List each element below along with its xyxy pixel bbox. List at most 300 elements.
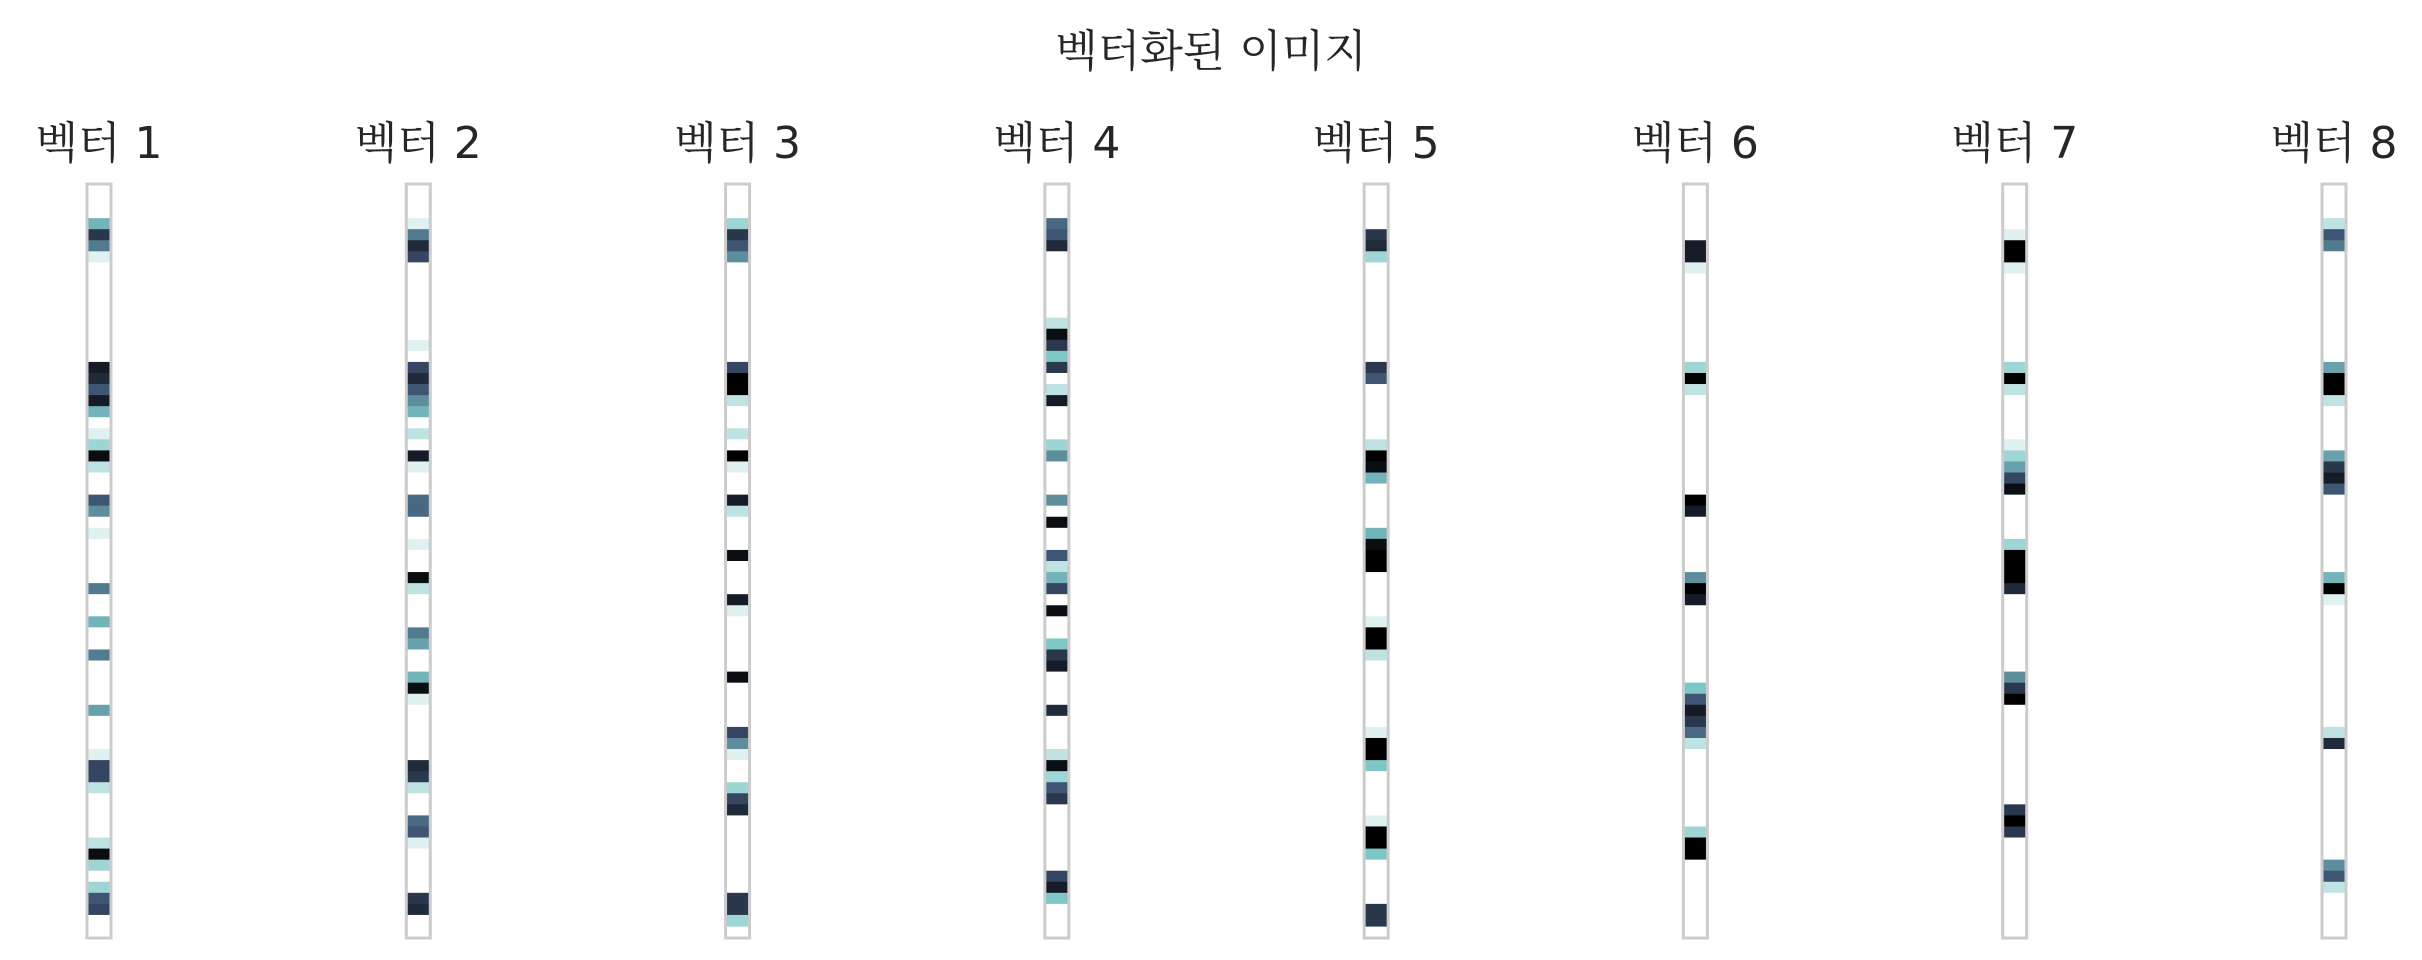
vector-1-cell-20 (87, 417, 111, 429)
vector-7-cell-12 (2003, 329, 2027, 341)
vector-3-cell-10 (726, 307, 750, 319)
vector-4-cell-25 (1045, 473, 1069, 485)
vector-1-cell-23 (87, 450, 111, 462)
vector-3-cell-42 (726, 661, 750, 673)
vector-3-cell-32 (726, 550, 750, 562)
vector-3-cell-13 (726, 340, 750, 352)
vector-1-cell-58 (87, 838, 111, 850)
vector-4-cell-42 (1045, 661, 1069, 673)
vector-3-cell-48 (726, 727, 750, 739)
vector-3-cell-58 (726, 838, 750, 850)
vector-8-cell-56 (2322, 815, 2346, 827)
vector-6-cell-37 (1683, 605, 1707, 617)
vector-4-cell-27 (1045, 495, 1069, 507)
vector-4-cell-40 (1045, 638, 1069, 650)
vector-3-cell-62 (726, 882, 750, 894)
vector-6-cell-4 (1683, 240, 1707, 252)
vector-8-cell-47 (2322, 716, 2346, 728)
vector-7-cell-34 (2003, 572, 2027, 584)
vector-6-cell-30 (1683, 528, 1707, 540)
vector-1-cell-31 (87, 539, 111, 551)
vector-3-cell-64 (726, 904, 750, 916)
vector-3-cell-60 (726, 860, 750, 872)
vector-1-cell-0 (87, 196, 111, 208)
vector-4-cell-0 (1045, 196, 1069, 208)
vector-7-cell-41 (2003, 649, 2027, 661)
vector-1-cell-62 (87, 882, 111, 894)
vector-8-cell-10 (2322, 307, 2346, 319)
vector-8-cell-41 (2322, 649, 2346, 661)
vector-1-cell-26 (87, 484, 111, 496)
vector-1-cell-55 (87, 804, 111, 816)
vector-5-cell-40 (1364, 638, 1388, 650)
vector-3-cell-38 (726, 616, 750, 628)
vector-5-cell-41 (1364, 649, 1388, 661)
vector-4-cell-24 (1045, 461, 1069, 473)
vector-8-cell-13 (2322, 340, 2346, 352)
vector-title-2: 벡터 2 (354, 118, 482, 169)
vector-6-cell-44 (1683, 683, 1707, 695)
vector-1-cell-19 (87, 406, 111, 418)
vector-4-cell-23 (1045, 450, 1069, 462)
vector-7-cell-33 (2003, 561, 2027, 573)
vector-1-cell-39 (87, 627, 111, 639)
vector-3-cell-12 (726, 329, 750, 341)
vector-5-cell-50 (1364, 749, 1388, 761)
vector-3-cell-59 (726, 849, 750, 861)
figure-title: 벡터화된 이미지 (1055, 26, 1367, 77)
vector-4-cell-26 (1045, 484, 1069, 496)
vector-6-cell-36 (1683, 594, 1707, 606)
vector-2-cell-31 (406, 539, 430, 551)
vector-3-cell-21 (726, 428, 750, 440)
vector-2-cell-4 (406, 240, 430, 252)
vector-4-cell-35 (1045, 583, 1069, 595)
vector-5-cell-12 (1364, 329, 1388, 341)
vector-2-cell-2 (406, 218, 430, 230)
vector-3-cell-3 (726, 229, 750, 241)
vector-1-cell-25 (87, 473, 111, 485)
vector-8-cell-28 (2322, 506, 2346, 518)
vector-1-cell-8 (87, 284, 111, 296)
vector-8-cell-59 (2322, 849, 2346, 861)
vector-2-cell-20 (406, 417, 430, 429)
vector-5-cell-65 (1364, 915, 1388, 927)
vector-2-cell-48 (406, 727, 430, 739)
vector-1-cell-43 (87, 672, 111, 684)
vector-7-cell-10 (2003, 307, 2027, 319)
vector-5-cell-47 (1364, 716, 1388, 728)
vector-5-cell-56 (1364, 815, 1388, 827)
vector-3-cell-8 (726, 284, 750, 296)
vector-6-cell-5 (1683, 251, 1707, 263)
vector-7-cell-44 (2003, 683, 2027, 695)
vector-6-cell-31 (1683, 539, 1707, 551)
vector-2-cell-29 (406, 517, 430, 529)
vector-7-cell-48 (2003, 727, 2027, 739)
vector-8-cell-48 (2322, 727, 2346, 739)
vector-1-cell-21 (87, 428, 111, 440)
vector-1-cell-38 (87, 616, 111, 628)
vector-5-cell-42 (1364, 661, 1388, 673)
vector-7-cell-22 (2003, 439, 2027, 451)
vector-4-cell-1 (1045, 207, 1069, 219)
vector-1-cell-6 (87, 262, 111, 274)
vector-7-cell-45 (2003, 694, 2027, 706)
vector-3-cell-56 (726, 815, 750, 827)
vector-7-cell-6 (2003, 262, 2027, 274)
vector-6-cell-29 (1683, 517, 1707, 529)
vector-5-cell-26 (1364, 484, 1388, 496)
vector-2-cell-17 (406, 384, 430, 396)
vector-1-cell-61 (87, 871, 111, 883)
vector-3-cell-49 (726, 738, 750, 750)
vector-5-cell-53 (1364, 782, 1388, 794)
vector-7-cell-63 (2003, 893, 2027, 905)
vector-4-cell-37 (1045, 605, 1069, 617)
vector-5-cell-36 (1364, 594, 1388, 606)
vector-4-cell-19 (1045, 406, 1069, 418)
vector-4-cell-5 (1045, 251, 1069, 263)
vector-4-cell-53 (1045, 782, 1069, 794)
vector-1-cell-30 (87, 528, 111, 540)
vector-8-cell-5 (2322, 251, 2346, 263)
vector-1-cell-14 (87, 351, 111, 363)
vector-7-cell-59 (2003, 849, 2027, 861)
vector-2-cell-7 (406, 273, 430, 285)
vector-2-cell-39 (406, 627, 430, 639)
vector-5-cell-13 (1364, 340, 1388, 352)
vector-7-cell-11 (2003, 318, 2027, 330)
vector-1-cell-50 (87, 749, 111, 761)
vector-2-cell-5 (406, 251, 430, 263)
vector-8-cell-15 (2322, 362, 2346, 374)
vector-1-cell-42 (87, 661, 111, 673)
vector-7-cell-23 (2003, 450, 2027, 462)
vector-6-cell-57 (1683, 826, 1707, 838)
vector-7-cell-27 (2003, 495, 2027, 507)
vector-1-cell-10 (87, 307, 111, 319)
vector-8-cell-21 (2322, 428, 2346, 440)
vector-4-cell-30 (1045, 528, 1069, 540)
vector-7-cell-14 (2003, 351, 2027, 363)
vector-6-cell-7 (1683, 273, 1707, 285)
vector-2-cell-62 (406, 882, 430, 894)
vector-4-cell-28 (1045, 506, 1069, 518)
vector-6-cell-27 (1683, 495, 1707, 507)
vector-1-cell-33 (87, 561, 111, 573)
vector-4-cell-2 (1045, 218, 1069, 230)
vector-4-cell-14 (1045, 351, 1069, 363)
vector-2-cell-58 (406, 838, 430, 850)
vector-7-cell-53 (2003, 782, 2027, 794)
vector-6-cell-32 (1683, 550, 1707, 562)
vector-2-cell-56 (406, 815, 430, 827)
vector-6-cell-63 (1683, 893, 1707, 905)
vector-7-cell-43 (2003, 672, 2027, 684)
vector-6-cell-55 (1683, 804, 1707, 816)
vector-3-cell-65 (726, 915, 750, 927)
vector-4-cell-57 (1045, 826, 1069, 838)
vector-6-cell-59 (1683, 849, 1707, 861)
vector-8-cell-2 (2322, 218, 2346, 230)
vector-4-cell-65 (1045, 915, 1069, 927)
vector-3-cell-6 (726, 262, 750, 274)
vector-8-cell-58 (2322, 838, 2346, 850)
vector-6-cell-43 (1683, 672, 1707, 684)
vector-7-cell-16 (2003, 373, 2027, 385)
vector-8-cell-23 (2322, 450, 2346, 462)
vector-4-cell-33 (1045, 561, 1069, 573)
vector-3-cell-14 (726, 351, 750, 363)
vector-4-cell-36 (1045, 594, 1069, 606)
vector-3-cell-34 (726, 572, 750, 584)
vector-6-cell-2 (1683, 218, 1707, 230)
vector-4-cell-59 (1045, 849, 1069, 861)
vector-6-cell-52 (1683, 771, 1707, 783)
vector-2-cell-18 (406, 395, 430, 407)
vector-6-cell-12 (1683, 329, 1707, 341)
vector-7-cell-47 (2003, 716, 2027, 728)
vector-4-cell-52 (1045, 771, 1069, 783)
vector-5-cell-17 (1364, 384, 1388, 396)
vector-2-cell-6 (406, 262, 430, 274)
vector-8-cell-46 (2322, 705, 2346, 717)
vector-1-cell-44 (87, 683, 111, 695)
vector-7-cell-55 (2003, 804, 2027, 816)
vector-1-cell-56 (87, 815, 111, 827)
vector-3-cell-39 (726, 627, 750, 639)
vector-3-cell-23 (726, 450, 750, 462)
vector-2-cell-14 (406, 351, 430, 363)
vector-2-cell-44 (406, 683, 430, 695)
vector-4-cell-55 (1045, 804, 1069, 816)
vector-7-cell-56 (2003, 815, 2027, 827)
vector-4-cell-62 (1045, 882, 1069, 894)
vector-2-cell-11 (406, 318, 430, 330)
vector-3-cell-7 (726, 273, 750, 285)
vector-8-cell-39 (2322, 627, 2346, 639)
vector-3-cell-19 (726, 406, 750, 418)
vector-1-cell-28 (87, 506, 111, 518)
vector-3-cell-25 (726, 473, 750, 485)
vector-5-cell-15 (1364, 362, 1388, 374)
vector-3-cell-5 (726, 251, 750, 263)
vector-6-cell-38 (1683, 616, 1707, 628)
vector-8-cell-26 (2322, 484, 2346, 496)
vector-6-cell-33 (1683, 561, 1707, 573)
vector-4-cell-29 (1045, 517, 1069, 529)
vector-6-cell-51 (1683, 760, 1707, 772)
vector-1-cell-13 (87, 340, 111, 352)
vector-4-cell-6 (1045, 262, 1069, 274)
vector-6-cell-19 (1683, 406, 1707, 418)
vector-4-cell-20 (1045, 417, 1069, 429)
vector-3-cell-18 (726, 395, 750, 407)
vector-8-cell-64 (2322, 904, 2346, 916)
vector-1-cell-51 (87, 760, 111, 772)
vector-7-cell-24 (2003, 461, 2027, 473)
vector-3-cell-40 (726, 638, 750, 650)
vector-5-cell-32 (1364, 550, 1388, 562)
vector-7-cell-40 (2003, 638, 2027, 650)
vector-4-cell-39 (1045, 627, 1069, 639)
vector-4-cell-22 (1045, 439, 1069, 451)
vector-7-cell-5 (2003, 251, 2027, 263)
vector-5-cell-10 (1364, 307, 1388, 319)
vector-6-cell-58 (1683, 838, 1707, 850)
vector-7-cell-20 (2003, 417, 2027, 429)
vector-1-cell-1 (87, 207, 111, 219)
vector-3-cell-52 (726, 771, 750, 783)
vector-4-cell-34 (1045, 572, 1069, 584)
vector-5-cell-52 (1364, 771, 1388, 783)
vector-5-cell-23 (1364, 450, 1388, 462)
vector-1-cell-64 (87, 904, 111, 916)
vector-5-cell-25 (1364, 473, 1388, 485)
vector-1-cell-57 (87, 826, 111, 838)
vector-6-cell-1 (1683, 207, 1707, 219)
vector-6-cell-22 (1683, 439, 1707, 451)
vector-3-cell-4 (726, 240, 750, 252)
vector-8-cell-51 (2322, 760, 2346, 772)
vector-7-cell-29 (2003, 517, 2027, 529)
vector-7-cell-19 (2003, 406, 2027, 418)
vector-7-cell-50 (2003, 749, 2027, 761)
vector-title-4: 벡터 4 (993, 118, 1121, 169)
vector-1-cell-60 (87, 860, 111, 872)
vector-1-cell-45 (87, 694, 111, 706)
vector-5-cell-28 (1364, 506, 1388, 518)
vector-5-cell-51 (1364, 760, 1388, 772)
vector-3-cell-46 (726, 705, 750, 717)
vector-3-cell-2 (726, 218, 750, 230)
vector-title-3: 벡터 3 (674, 118, 802, 169)
vector-7-cell-28 (2003, 506, 2027, 518)
vector-1-cell-36 (87, 594, 111, 606)
vector-2-cell-21 (406, 428, 430, 440)
vector-6-cell-18 (1683, 395, 1707, 407)
vector-2-cell-34 (406, 572, 430, 584)
vector-2-cell-53 (406, 782, 430, 794)
vector-8-cell-65 (2322, 915, 2346, 927)
vector-2-cell-61 (406, 871, 430, 883)
vector-1-cell-53 (87, 782, 111, 794)
vector-2-cell-3 (406, 229, 430, 241)
vector-8-cell-3 (2322, 229, 2346, 241)
vector-1-cell-24 (87, 461, 111, 473)
vector-1-cell-12 (87, 329, 111, 341)
vector-8-cell-11 (2322, 318, 2346, 330)
vector-3-cell-24 (726, 461, 750, 473)
vector-8-cell-25 (2322, 473, 2346, 485)
vector-5-cell-63 (1364, 893, 1388, 905)
vector-5-cell-62 (1364, 882, 1388, 894)
vector-6-cell-64 (1683, 904, 1707, 916)
vector-8-cell-52 (2322, 771, 2346, 783)
vector-1-cell-15 (87, 362, 111, 374)
vector-3-cell-57 (726, 826, 750, 838)
vector-6-cell-41 (1683, 649, 1707, 661)
vector-8-cell-1 (2322, 207, 2346, 219)
vector-7-cell-13 (2003, 340, 2027, 352)
vector-6-cell-0 (1683, 196, 1707, 208)
vector-2-cell-32 (406, 550, 430, 562)
vector-2-cell-46 (406, 705, 430, 717)
vector-4-cell-11 (1045, 318, 1069, 330)
vector-2-cell-41 (406, 649, 430, 661)
vector-3-cell-17 (726, 384, 750, 396)
vector-4-cell-58 (1045, 838, 1069, 850)
vector-2-cell-65 (406, 915, 430, 927)
vector-3-cell-15 (726, 362, 750, 374)
vector-3-cell-43 (726, 672, 750, 684)
vector-panels (36, 118, 2398, 938)
vector-2-cell-8 (406, 284, 430, 296)
vector-5-cell-64 (1364, 904, 1388, 916)
vector-5-cell-49 (1364, 738, 1388, 750)
vector-2-cell-60 (406, 860, 430, 872)
vector-8-cell-9 (2322, 296, 2346, 308)
vector-1-cell-59 (87, 849, 111, 861)
vector-1-cell-16 (87, 373, 111, 385)
vector-6-cell-3 (1683, 229, 1707, 241)
vector-5-cell-11 (1364, 318, 1388, 330)
vector-5-cell-27 (1364, 495, 1388, 507)
vector-5-cell-2 (1364, 218, 1388, 230)
vector-8-cell-43 (2322, 672, 2346, 684)
vector-8-cell-36 (2322, 594, 2346, 606)
vector-5-cell-20 (1364, 417, 1388, 429)
vector-7-cell-9 (2003, 296, 2027, 308)
vector-6-cell-34 (1683, 572, 1707, 584)
vector-4-cell-16 (1045, 373, 1069, 385)
vector-3-cell-11 (726, 318, 750, 330)
vector-2-cell-25 (406, 473, 430, 485)
vector-3-cell-55 (726, 804, 750, 816)
vector-2-cell-19 (406, 406, 430, 418)
vector-7-cell-7 (2003, 273, 2027, 285)
vector-6-cell-9 (1683, 296, 1707, 308)
vector-5-cell-14 (1364, 351, 1388, 363)
vector-1-cell-63 (87, 893, 111, 905)
vector-4-cell-64 (1045, 904, 1069, 916)
vector-5-cell-55 (1364, 804, 1388, 816)
vector-5-cell-45 (1364, 694, 1388, 706)
vector-1-cell-11 (87, 318, 111, 330)
vector-5-cell-60 (1364, 860, 1388, 872)
vector-2-cell-15 (406, 362, 430, 374)
vector-3-cell-33 (726, 561, 750, 573)
vector-4-cell-38 (1045, 616, 1069, 628)
vector-8-cell-24 (2322, 461, 2346, 473)
vector-7-cell-0 (2003, 196, 2027, 208)
vector-3-cell-0 (726, 196, 750, 208)
vector-2-cell-36 (406, 594, 430, 606)
vector-2-cell-13 (406, 340, 430, 352)
vector-1-cell-37 (87, 605, 111, 617)
vector-1-cell-35 (87, 583, 111, 595)
vector-8-cell-50 (2322, 749, 2346, 761)
vector-4-cell-50 (1045, 749, 1069, 761)
vector-8-cell-4 (2322, 240, 2346, 252)
vector-5-cell-19 (1364, 406, 1388, 418)
vector-3-cell-41 (726, 649, 750, 661)
vector-2-cell-1 (406, 207, 430, 219)
vector-4-cell-41 (1045, 649, 1069, 661)
vector-5-cell-5 (1364, 251, 1388, 263)
vector-6-cell-6 (1683, 262, 1707, 274)
